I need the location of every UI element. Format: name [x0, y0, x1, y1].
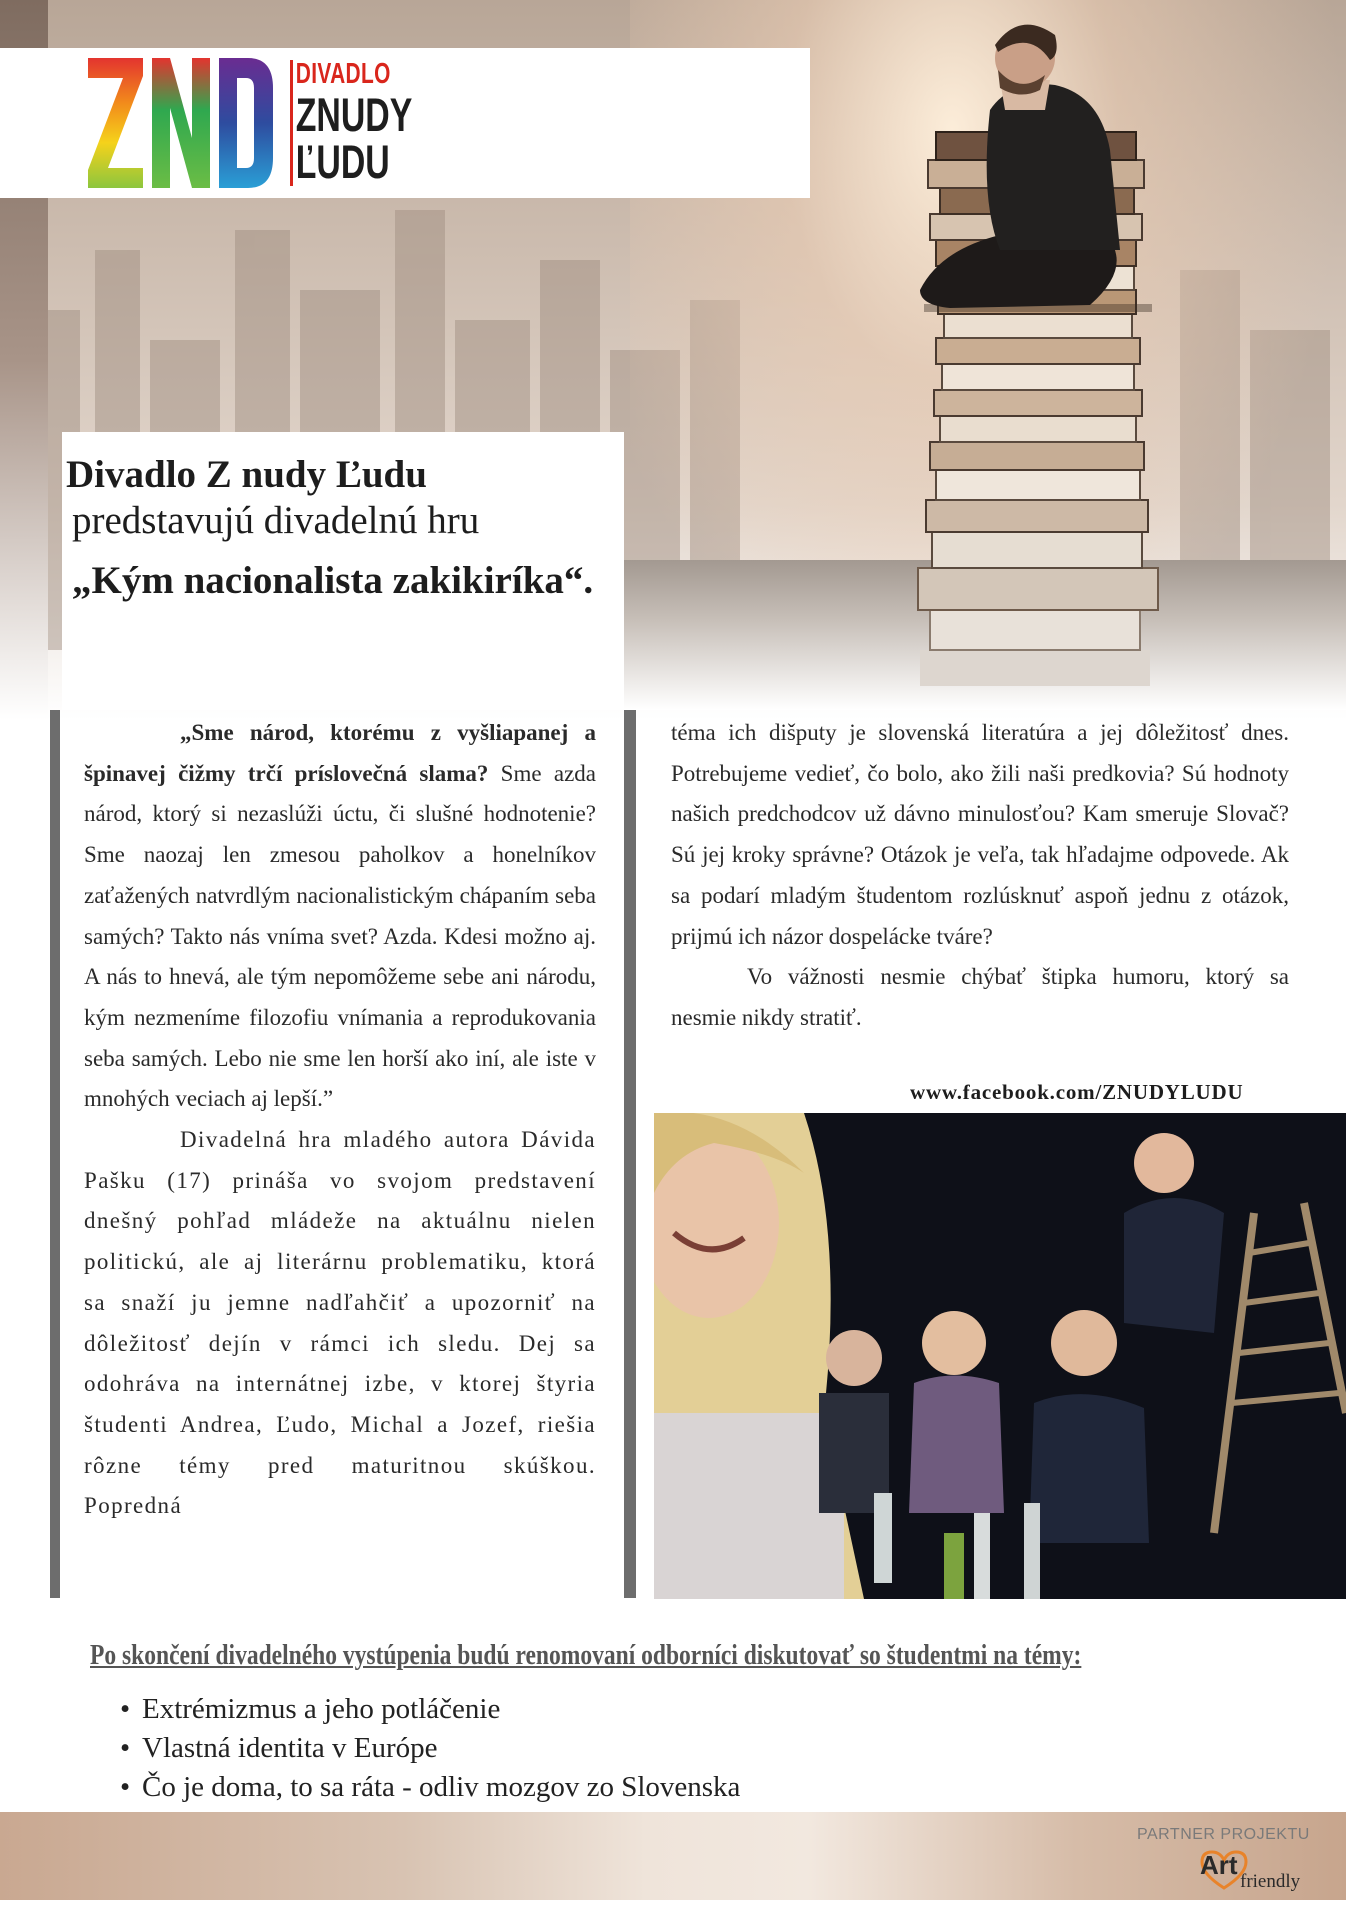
facebook-link[interactable]: www.facebook.com/ZNUDYLUDU — [910, 1080, 1244, 1104]
list-item — [120, 1768, 740, 1807]
play-description: Divadelná hra mladého autora Dávida Pašku (17) prináša vo svojom predstavení dnešný pohľad mládeže na aktuálnu nielen politickú, ale aj literárnu problematiku, ktorá sa snaží ju jemne nadľahčiť a upozorniť na dôležitosť dejín v rámci ich sledu. Dej sa odohráva na internátnej izbe, v ktorej štyria študenti Andrea, Ľudo, Michal a Jozef, riešia rôzne témy pred maturitnou skúškou. Popredná — [84, 1127, 596, 1519]
discussion-heading: Po skončení divadelného vystúpenia budú renomovaní odborníci diskutovať so študentmi na témy: — [90, 1640, 1082, 1671]
bullet-icon: • — [120, 1693, 131, 1725]
title-line-3: „Kým nacionalista zakikiríka“. — [72, 559, 594, 602]
logo-line-znudy: ZNUDY — [295, 88, 413, 141]
logo-line-divadlo: DIVADLO — [295, 58, 391, 90]
cast-photo — [654, 1113, 1346, 1599]
bullet-icon: • — [120, 1732, 131, 1764]
bullet-icon: • — [120, 1771, 131, 1803]
topic-label: Extrémizmus a jeho potláčenie — [142, 1693, 501, 1725]
znd-logo-mark — [88, 58, 273, 188]
left-column-text — [84, 713, 596, 1527]
quote-rest: Sme azda národ, ktorý si nezaslúži úctu, či slušné hodnotenie? Sme naozaj len zmesou paholkov a honelníkov zaťažených natvrdlým nacionalistickým chápaním seba samých? Takto nás vníma svet? Azda. Kdesi možno aj. A nás to hnevá, ale tým nepomôžeme sebe ani národu, kým nezmeníme filozofiu vnímania a reprodukovania seba samých. Lebo nie sme len horší ako iní, ale iste v mnohých veciach aj lepší.” — [84, 760, 596, 1112]
partner-logo-art: Art — [1200, 1850, 1238, 1880]
man-on-books-image — [880, 0, 1180, 710]
right-column-text — [671, 713, 1289, 1039]
title-line-2: predstavujú divadelnú hru — [72, 499, 480, 542]
cast-photo-illustration — [654, 1113, 1346, 1599]
title-line-1: Divadlo Z nudy Ľudu — [66, 453, 427, 496]
topic-label: Čo je doma, to sa ráta - odliv mozgov zo Slovenska — [142, 1771, 741, 1803]
logo-line-ludu: ĽUDU — [295, 135, 390, 188]
topic-label: Vlastná identita v Európe — [142, 1732, 438, 1764]
partner-logo-friendly: friendly — [1240, 1871, 1301, 1892]
left-column-bar — [50, 710, 60, 1598]
list-item — [120, 1729, 740, 1768]
quote-bold: „Sme národ, ktorému z vyšliapanej a špinavej čižmy trčí príslovečná slama? — [84, 720, 596, 786]
partner-label: PARTNER PROJEKTU — [1137, 1826, 1310, 1843]
list-item — [120, 1690, 740, 1729]
discussion-topics-list — [120, 1690, 740, 1807]
humor-paragraph: Vo vážnosti nesmie chýbať štipka humoru, ktorý sa nesmie nikdy stratiť. — [671, 964, 1289, 1030]
middle-column-bar — [624, 710, 636, 1598]
logo-wordmark — [290, 58, 413, 188]
topic-paragraph: téma ich dišputy je slovenská literatúra a jej dôležitosť dnes. Potrebujeme vedieť, čo bolo, ako žili naši predkovia? Sú hodnoty našich predchodcov už dávno minulosťou? Kam smeruje Slovač? Sú jej kroky správne? Otázok je veľa, tak hľadajme odpovede. Ak sa podarí mladým študentom rozlúsknuť aspoň jednu z otázok, prijmú ich názor dospelácke tváre? — [671, 720, 1289, 949]
